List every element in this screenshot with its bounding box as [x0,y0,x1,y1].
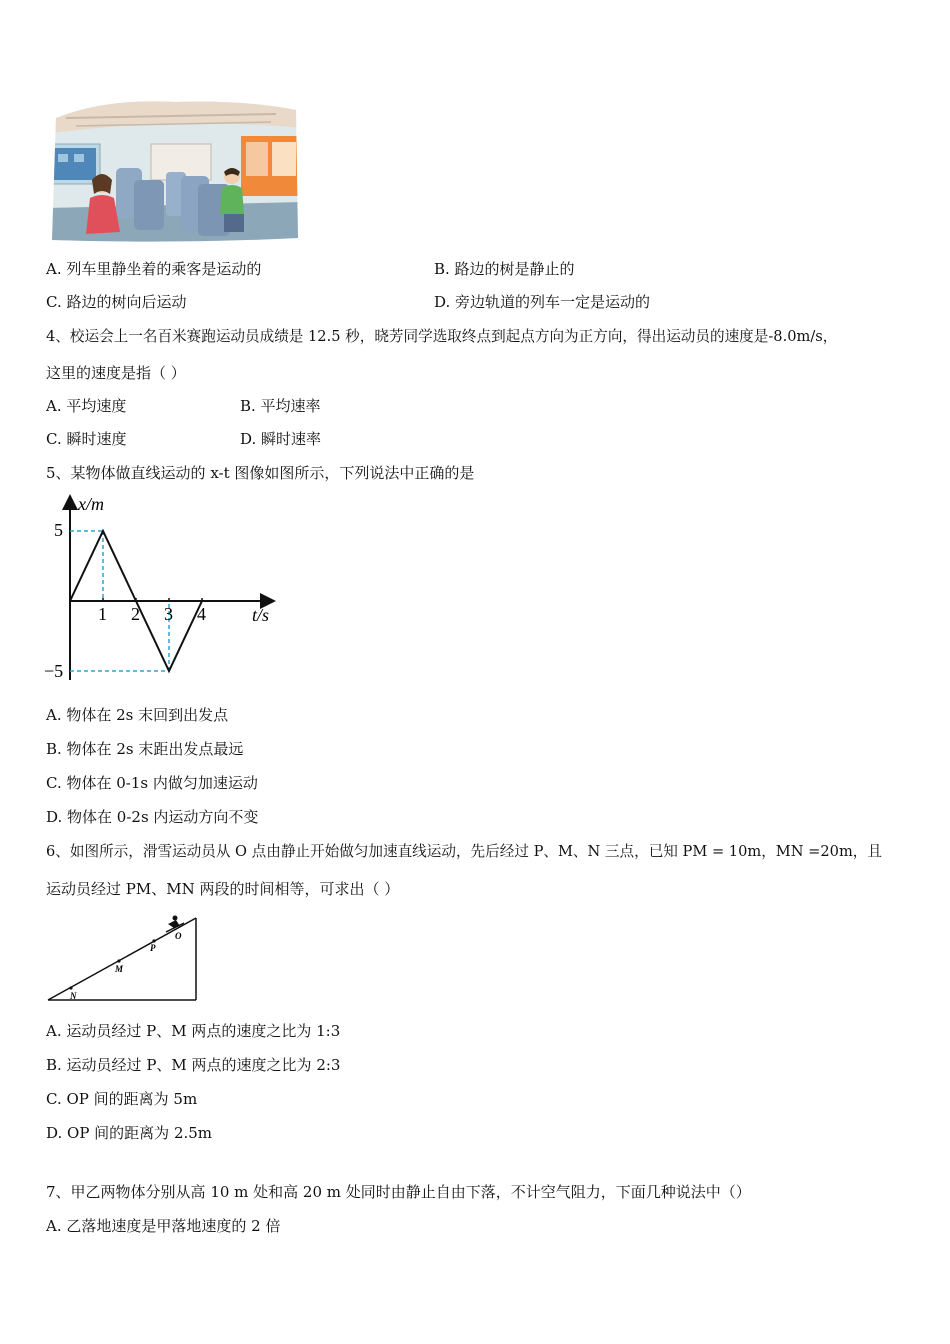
q5-option-b: B. 物体在 2s 末距出发点最远 [46,740,244,758]
q5-stem: 5、某物体做直线运动的 x-t 图像如图所示，下列说法中正确的是 [46,464,475,482]
q6-option-a: A. 运动员经过 P、M 两点的速度之比为 1:3 [46,1022,341,1040]
q4-option-b: B. 平均速率 [240,397,321,415]
q6-option-d: D. OP 间的距离为 2.5m [46,1124,213,1142]
q4-stem-line2: 这里的速度是指（ ） [46,364,186,382]
ski-slope-figure [46,910,201,1005]
q4-option-a: A. 平均速度 [46,397,127,415]
xt-graph [40,490,290,690]
q6-stem-line2: 运动员经过 PM、MN 两段的时间相等，可求出（ ） [46,880,400,898]
label-m: M [115,964,124,974]
x-tick-label: 1 [98,604,107,624]
q7-option-a: A. 乙落地速度是甲落地速度的 2 倍 [46,1217,281,1235]
q3-option-b: B. 路边的树是静止的 [434,260,575,278]
q7-stem: 7、甲乙两物体分别从高 10 m 处和高 20 m 处同时由静止自由下落，不计空气阻力，下面几种说法中（） [46,1183,751,1201]
x-tick-label: 2 [131,604,140,624]
q3-option-d: D. 旁边轨道的列车一定是运动的 [434,293,651,311]
y-tick-neg5: −5 [44,661,64,681]
label-n: N [70,991,77,1001]
y-axis-label: x/m [78,494,104,514]
q5-option-a: A. 物体在 2s 末回到出发点 [46,706,229,724]
label-o: O [175,931,182,941]
x-tick-label: 3 [164,604,173,624]
q6-option-b: B. 运动员经过 P、M 两点的速度之比为 2:3 [46,1056,341,1074]
q4-option-d: D. 瞬时速率 [240,430,322,448]
q3-option-a: A. 列车里静坐着的乘客是运动的 [46,260,262,278]
train-interior-illustration [46,98,302,242]
x-tick-label: 4 [197,604,206,624]
x-axis-label: t/s [252,605,270,625]
q4-option-c: C. 瞬时速度 [46,430,127,448]
q4-stem-line1: 4、校运会上一名百米赛跑运动员成绩是 12.5 秒，晓芳同学选取终点到起点方向为正方向，得出运动员的速度是-8.0m/s， [46,328,838,345]
q5-option-d: D. 物体在 0-2s 内运动方向不变 [46,808,259,826]
y-tick-5: 5 [54,520,63,540]
q3-option-c: C. 路边的树向后运动 [46,293,187,311]
label-p: P [150,943,156,953]
q5-option-c: C. 物体在 0-1s 内做匀加速运动 [46,774,258,792]
q6-option-c: C. OP 间的距离为 5m [46,1090,198,1108]
q6-stem-line1: 6、如图所示，滑雪运动员从 O 点由静止开始做匀加速直线运动，先后经过 P、M、N 三点，已知 PM = 10m，MN =20m，且 [46,843,882,860]
